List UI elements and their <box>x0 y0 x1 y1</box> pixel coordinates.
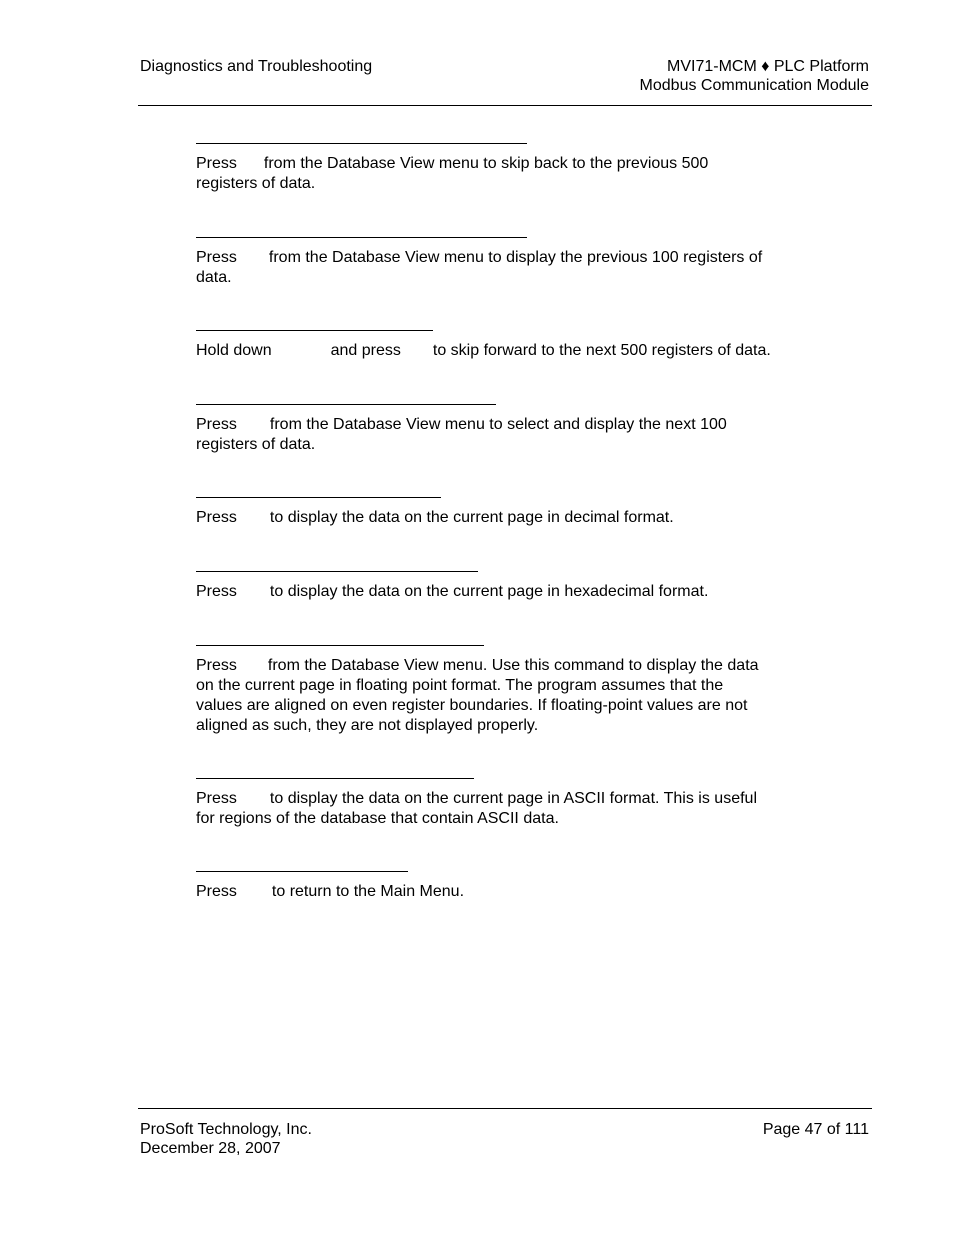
description-text: from the Database View menu to display the previous 100 registers of <box>268 249 763 266</box>
section-next-100 <box>196 404 811 455</box>
section-ascii-display <box>196 778 811 829</box>
description-text-cont: on the current page in floating point format. The program assumes that the <box>196 677 724 694</box>
hold-down-text: Hold down <box>196 342 272 359</box>
header-divider <box>138 105 872 106</box>
press-word: Press <box>196 883 237 900</box>
header-product-info <box>640 57 869 95</box>
section-heading-underline <box>196 330 433 331</box>
footer-company: ProSoft Technology, Inc. <box>140 1121 312 1138</box>
press-word: Press <box>196 249 237 266</box>
section-body <box>196 789 811 829</box>
section-previous-100 <box>196 237 811 288</box>
section-body <box>196 154 811 194</box>
section-body <box>196 248 811 288</box>
press-word: Press <box>196 155 237 172</box>
section-body <box>196 415 811 455</box>
footer-divider <box>138 1108 872 1109</box>
press-word: Press <box>196 790 237 807</box>
and-press-text: and press <box>330 342 401 359</box>
section-heading-underline <box>196 871 408 872</box>
section-body <box>196 582 811 602</box>
section-skip-back-500 <box>196 143 811 194</box>
press-word: Press <box>196 416 237 433</box>
section-body <box>196 508 811 528</box>
description-text: to display the data on the current page in ASCII format. This is useful <box>269 790 757 807</box>
footer-page-number: Page 47 of 111 <box>762 1121 869 1138</box>
description-text: to display the data on the current page in hexadecimal format. <box>269 583 709 600</box>
section-body <box>196 882 811 902</box>
footer-date: December 28, 2007 <box>140 1140 281 1157</box>
section-heading-underline <box>196 404 496 405</box>
description-text: from the Database View menu to skip back to the previous 500 <box>263 155 709 172</box>
section-hexadecimal-display <box>196 571 811 602</box>
section-return-main-menu <box>196 871 811 902</box>
header-section-title: Diagnostics and Troubleshooting <box>140 58 373 75</box>
section-skip-forward-500 <box>196 330 811 361</box>
section-heading-underline <box>196 497 441 498</box>
section-body <box>196 656 811 736</box>
description-text-cont: data. <box>196 269 232 286</box>
description-text-cont: aligned as such, they are not displayed properly. <box>196 717 539 734</box>
description-text: to display the data on the current page in decimal format. <box>269 509 674 526</box>
press-word: Press <box>196 509 237 526</box>
description-text-cont: for regions of the database that contain ASCII data. <box>196 810 559 827</box>
section-decimal-display <box>196 497 811 528</box>
description-text-cont: registers of data. <box>196 175 316 192</box>
section-heading-underline <box>196 237 527 238</box>
section-heading-underline <box>196 143 527 144</box>
header-product-subtitle: Modbus Communication Module <box>639 77 869 94</box>
description-text: from the Database View menu to select and display the next 100 <box>269 416 727 433</box>
description-text-cont: values are aligned on even register boundaries. If floating-point values are not <box>196 697 748 714</box>
header-product-name: MVI71-MCM ♦ PLC Platform <box>667 58 869 75</box>
section-heading-underline <box>196 645 484 646</box>
section-heading-underline <box>196 778 474 779</box>
description-text: to return to the Main Menu. <box>271 883 465 900</box>
section-heading-underline <box>196 571 478 572</box>
section-float-display <box>196 645 811 736</box>
description-text: from the Database View menu. Use this command to display the data <box>267 657 759 674</box>
press-word: Press <box>196 583 237 600</box>
footer-publisher <box>140 1120 312 1158</box>
section-body <box>196 341 811 361</box>
description-text: to skip forward to the next 500 registers of data. <box>432 342 771 359</box>
press-word: Press <box>196 657 237 674</box>
description-text-cont: registers of data. <box>196 436 316 453</box>
